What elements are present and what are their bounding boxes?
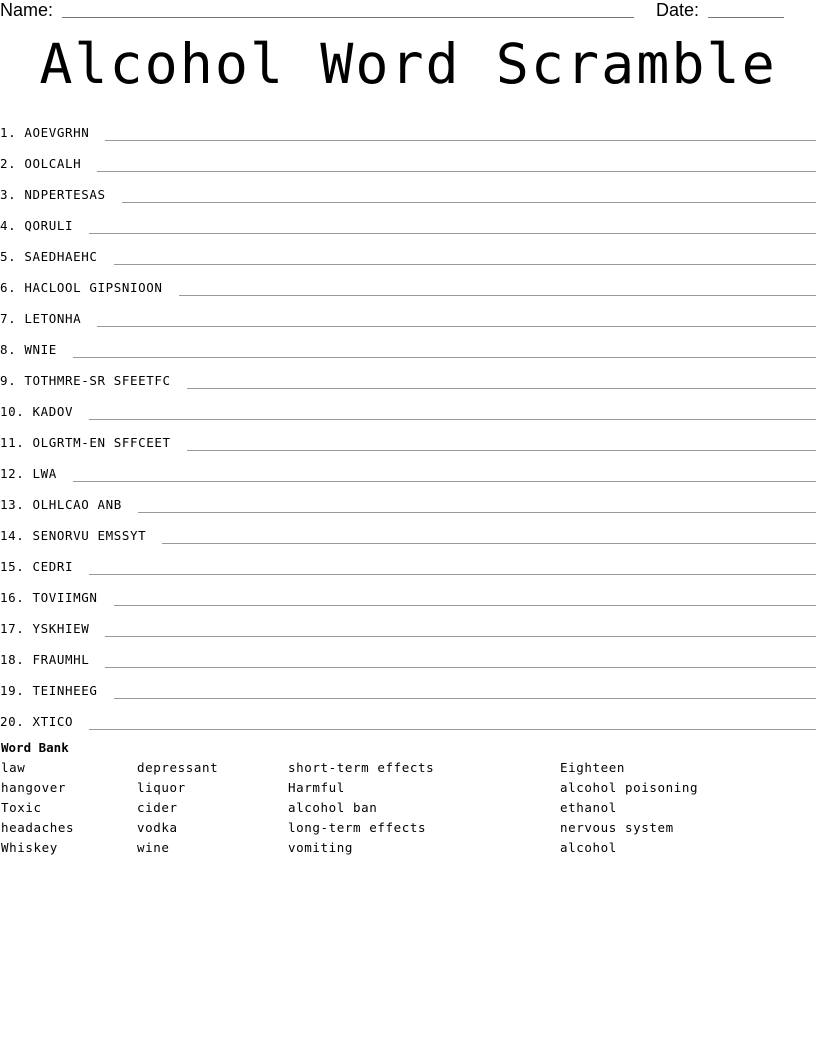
question-row <box>0 484 816 515</box>
question-row <box>0 701 816 732</box>
question-row <box>0 236 816 267</box>
scrambled-word: 17. YSKHIEW <box>0 621 90 636</box>
scrambled-word: 12. LWA <box>0 466 57 481</box>
question-row <box>0 267 816 298</box>
scrambled-word: 19. TEINHEEG <box>0 683 98 698</box>
scrambled-word: 6. HACLOOL GIPSNIOON <box>0 280 163 295</box>
answer-line[interactable] <box>105 667 816 668</box>
answer-line[interactable] <box>187 388 816 389</box>
answer-line[interactable] <box>97 171 816 172</box>
question-row <box>0 670 816 701</box>
word-bank-item: long-term effects <box>288 820 427 835</box>
answer-line[interactable] <box>114 698 816 699</box>
question-row <box>0 639 816 670</box>
scrambled-word: 2. OOLCALH <box>0 156 82 171</box>
scrambled-word: 14. SENORVU EMSSYT <box>0 528 147 543</box>
question-row <box>0 453 816 484</box>
answer-line[interactable] <box>89 233 816 234</box>
answer-line[interactable] <box>114 605 816 606</box>
word-bank-item: ethanol <box>560 800 617 815</box>
answer-line[interactable] <box>138 512 816 513</box>
question-row <box>0 112 816 143</box>
word-bank-item: alcohol <box>560 840 617 855</box>
date-label: Date: <box>656 0 700 20</box>
word-bank-item: Whiskey <box>1 840 58 855</box>
answer-line[interactable] <box>89 729 816 730</box>
question-row <box>0 174 816 205</box>
question-row <box>0 422 816 453</box>
word-bank-item: headaches <box>1 820 75 835</box>
scrambled-word: 15. CEDRI <box>0 559 74 574</box>
word-bank-item: vomiting <box>288 840 354 855</box>
question-row <box>0 360 816 391</box>
scrambled-word: 9. TOTHMRE-SR SFEETFC <box>0 373 171 388</box>
question-row <box>0 546 816 577</box>
question-row <box>0 329 816 360</box>
word-bank-item: law <box>1 760 26 775</box>
word-bank-item: Toxic <box>1 800 42 815</box>
word-bank-item: liquor <box>137 780 186 795</box>
scrambled-word: 7. LETONHA <box>0 311 82 326</box>
question-row <box>0 205 816 236</box>
scrambled-word: 5. SAEDHAEHC <box>0 249 98 264</box>
word-bank-item: wine <box>137 840 170 855</box>
question-row <box>0 298 816 329</box>
word-bank-item: depressant <box>137 760 219 775</box>
word-bank-item: hangover <box>1 780 67 795</box>
question-row <box>0 577 816 608</box>
word-bank-item: Eighteen <box>560 760 626 775</box>
answer-line[interactable] <box>105 140 816 141</box>
answer-line[interactable] <box>73 357 816 358</box>
scrambled-word: 13. OLHLCAO ANB <box>0 497 122 512</box>
scrambled-word: 11. OLGRTM-EN SFFCEET <box>0 435 171 450</box>
scrambled-word: 16. TOVIIMGN <box>0 590 98 605</box>
word-bank-column-1 <box>1 760 74 860</box>
word-bank-column-4 <box>560 760 698 860</box>
scrambled-word: 3. NDPERTESAS <box>0 187 106 202</box>
name-label: Name: <box>0 0 54 20</box>
word-bank-item: alcohol ban <box>288 800 378 815</box>
answer-line[interactable] <box>105 636 816 637</box>
scrambled-word: 4. QORULI <box>0 218 74 233</box>
question-row <box>0 391 816 422</box>
answer-line[interactable] <box>162 543 816 544</box>
scrambled-word: 8. WNIE <box>0 342 57 357</box>
word-bank-item: short-term effects <box>288 760 435 775</box>
answer-line[interactable] <box>73 481 816 482</box>
word-bank-item: cider <box>137 800 178 815</box>
page-title: Alcohol Word Scramble <box>39 32 777 96</box>
word-bank-item: nervous system <box>560 820 674 835</box>
student-info-header <box>0 0 816 24</box>
question-row <box>0 515 816 546</box>
answer-line[interactable] <box>187 450 816 451</box>
word-bank-title: Word Bank <box>1 740 69 755</box>
word-bank-column-3 <box>288 760 434 860</box>
scrambled-word: 18. FRAUMHL <box>0 652 90 667</box>
word-bank-item: alcohol poisoning <box>560 780 699 795</box>
word-bank-item: vodka <box>137 820 178 835</box>
answer-line[interactable] <box>97 326 816 327</box>
date-field[interactable] <box>708 17 784 18</box>
answer-line[interactable] <box>114 264 816 265</box>
question-list <box>0 112 816 732</box>
question-row <box>0 143 816 174</box>
name-field[interactable] <box>62 17 634 18</box>
answer-line[interactable] <box>179 295 816 296</box>
question-row <box>0 608 816 639</box>
scrambled-word: 1. AOEVGRHN <box>0 125 90 140</box>
answer-line[interactable] <box>89 419 816 420</box>
answer-line[interactable] <box>122 202 816 203</box>
word-bank-item: Harmful <box>288 780 345 795</box>
word-bank-column-2 <box>137 760 218 860</box>
answer-line[interactable] <box>89 574 816 575</box>
scrambled-word: 20. XTICO <box>0 714 74 729</box>
scrambled-word: 10. KADOV <box>0 404 74 419</box>
